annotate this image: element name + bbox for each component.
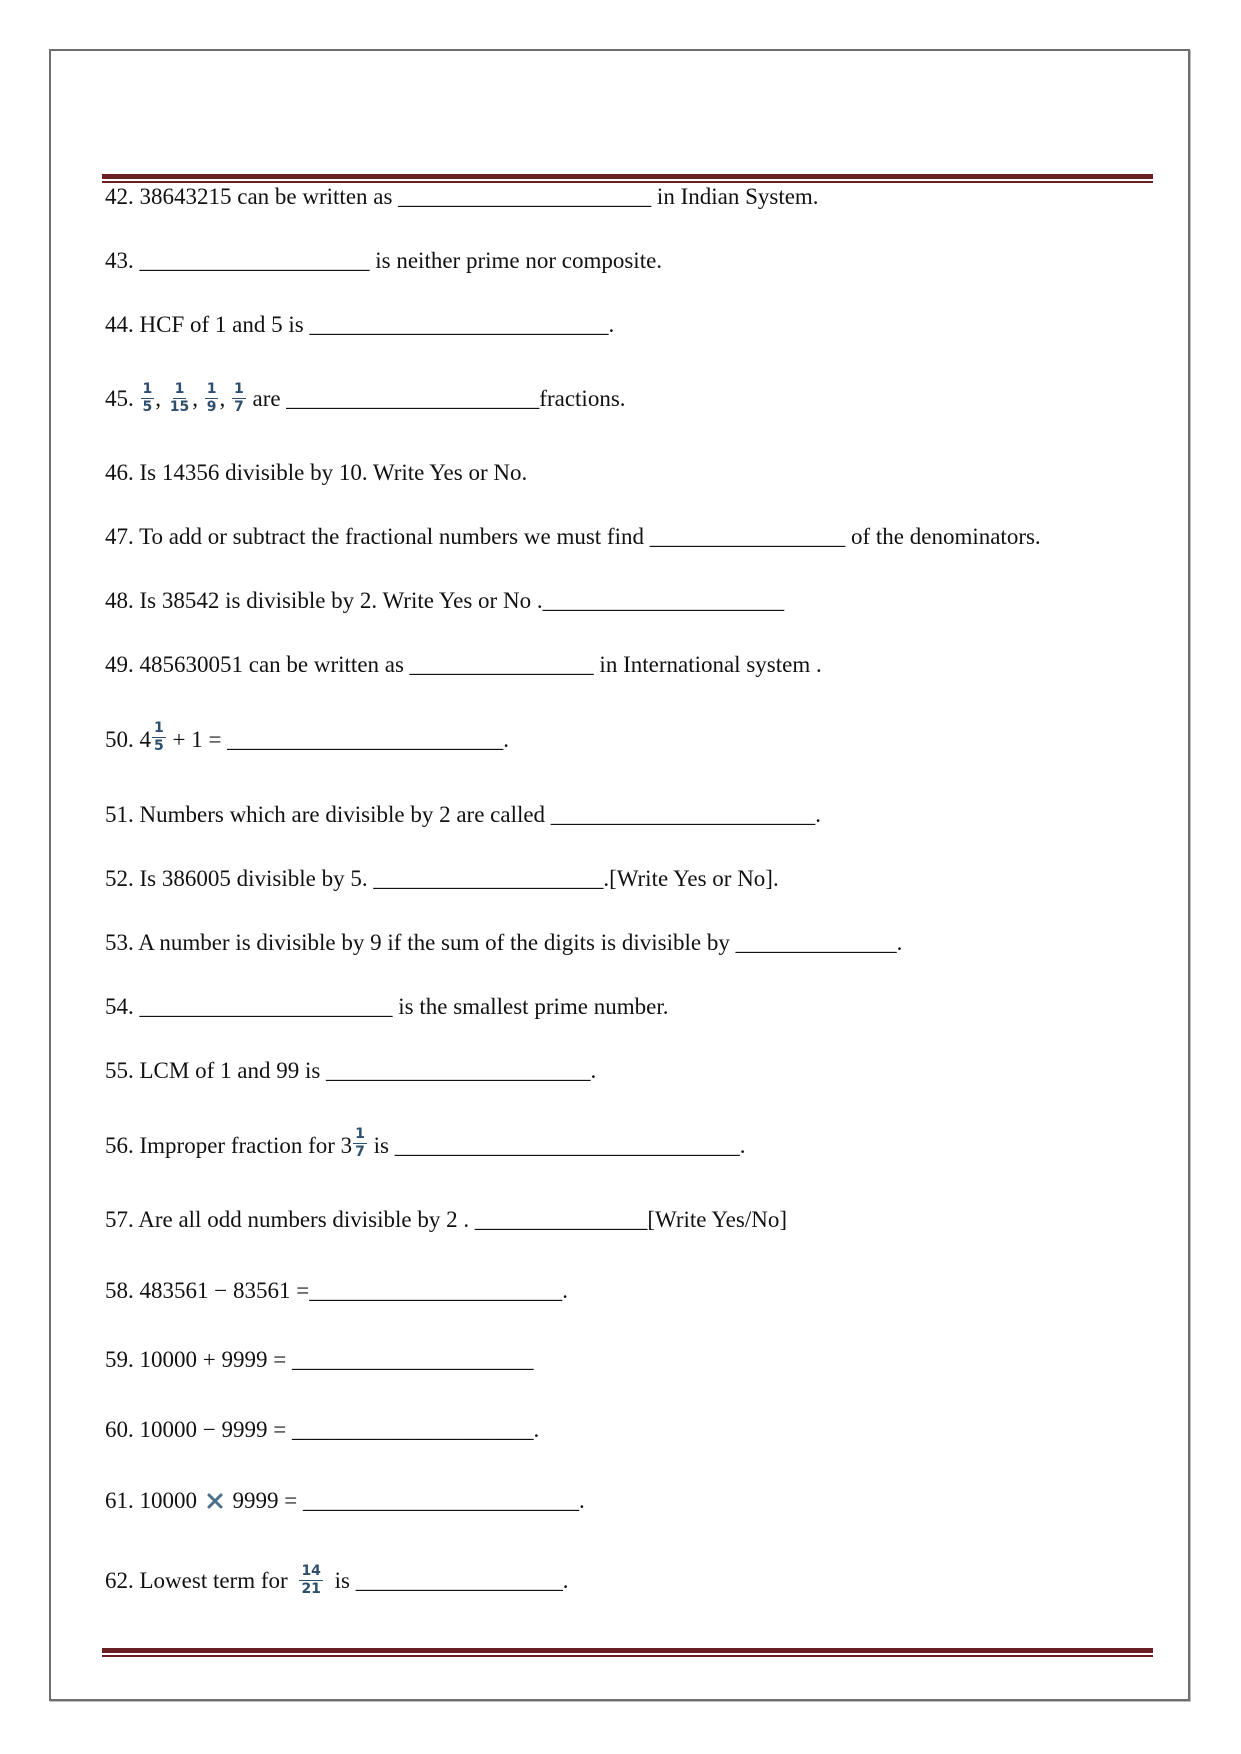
footer-rule bbox=[102, 1648, 1153, 1657]
question-60: 60. 10000 − 9999 = _____________________. bbox=[105, 1417, 540, 1442]
fraction-1-9: $\frac{1}{9}$ bbox=[206, 381, 217, 415]
question-48: 48. Is 38542 is divisible by 2. Write Yes or No ._____________________ bbox=[105, 588, 785, 613]
fraction-separator: , bbox=[219, 385, 226, 411]
question-55: 55. LCM of 1 and 99 is _______________________. bbox=[105, 1058, 597, 1083]
question-59: 59. 10000 + 9999 = _____________________ bbox=[105, 1347, 534, 1372]
question-61-prefix: 61. 10000 bbox=[105, 1488, 197, 1513]
question-56-text: is ______________________________. bbox=[373, 1132, 746, 1158]
question-54: 54. ______________________ is the smallest prime number. bbox=[105, 994, 669, 1019]
question-61 bbox=[105, 1487, 585, 1515]
question-52: 52. Is 386005 divisible by 5. ____________________.[Write Yes or No]. bbox=[105, 866, 779, 891]
fraction-1-5: $\frac{1}{5}$ bbox=[142, 381, 153, 415]
question-53: 53. A number is divisible by 9 if the sum of the digits is divisible by ______________. bbox=[105, 930, 903, 955]
question-43: 43. ____________________ is neither prime nor composite. bbox=[105, 248, 663, 273]
fraction-1-7: $\frac{1}{7}$ bbox=[233, 381, 244, 415]
question-47: 47. To add or subtract the fractional numbers we must find _________________ of the denominators. bbox=[105, 524, 1041, 549]
fraction-14-21: $\frac{14}{21}$ bbox=[301, 1563, 321, 1597]
multiply-icon bbox=[205, 1491, 225, 1511]
question-44: 44. HCF of 1 and 5 is __________________________. bbox=[105, 312, 615, 337]
question-45-number: 45. bbox=[105, 385, 134, 411]
question-51: 51. Numbers which are divisible by 2 are called _______________________. bbox=[105, 802, 822, 827]
fraction-1-7: $\frac{1}{7}$ bbox=[355, 1126, 365, 1160]
fraction-1-15: $\frac{1}{15}$ bbox=[169, 381, 190, 415]
question-50-text: + 1 = ________________________. bbox=[172, 726, 509, 752]
fraction-1-5: $\frac{1}{5}$ bbox=[154, 720, 164, 754]
question-62-text: is __________________. bbox=[334, 1567, 569, 1593]
question-56-prefix: 56. Improper fraction for 3 bbox=[105, 1132, 353, 1158]
question-50 bbox=[105, 720, 509, 759]
question-57: 57. Are all odd numbers divisible by 2 . _______________[Write Yes/No] bbox=[105, 1207, 787, 1232]
question-58: 58. 483561 − 83561 =______________________. bbox=[105, 1278, 568, 1303]
question-50-prefix: 50. 4 bbox=[105, 726, 151, 752]
question-62-prefix: 62. Lowest term for bbox=[105, 1567, 288, 1593]
question-42: 42. 38643215 can be written as ______________________ in Indian System. bbox=[105, 184, 819, 209]
question-45 bbox=[105, 383, 626, 418]
fraction-separator: , bbox=[192, 385, 198, 411]
question-46: 46. Is 14356 divisible by 10. Write Yes or No. bbox=[105, 460, 528, 485]
question-61-text: 9999 = ________________________. bbox=[232, 1488, 585, 1513]
question-45-text: are ______________________fractions. bbox=[252, 385, 626, 411]
question-56 bbox=[105, 1126, 746, 1165]
question-62 bbox=[105, 1565, 569, 1600]
header-rule bbox=[102, 174, 1153, 183]
fraction-separator: , bbox=[155, 385, 161, 411]
question-49: 49. 485630051 can be written as ________________ in International system . bbox=[105, 652, 822, 677]
